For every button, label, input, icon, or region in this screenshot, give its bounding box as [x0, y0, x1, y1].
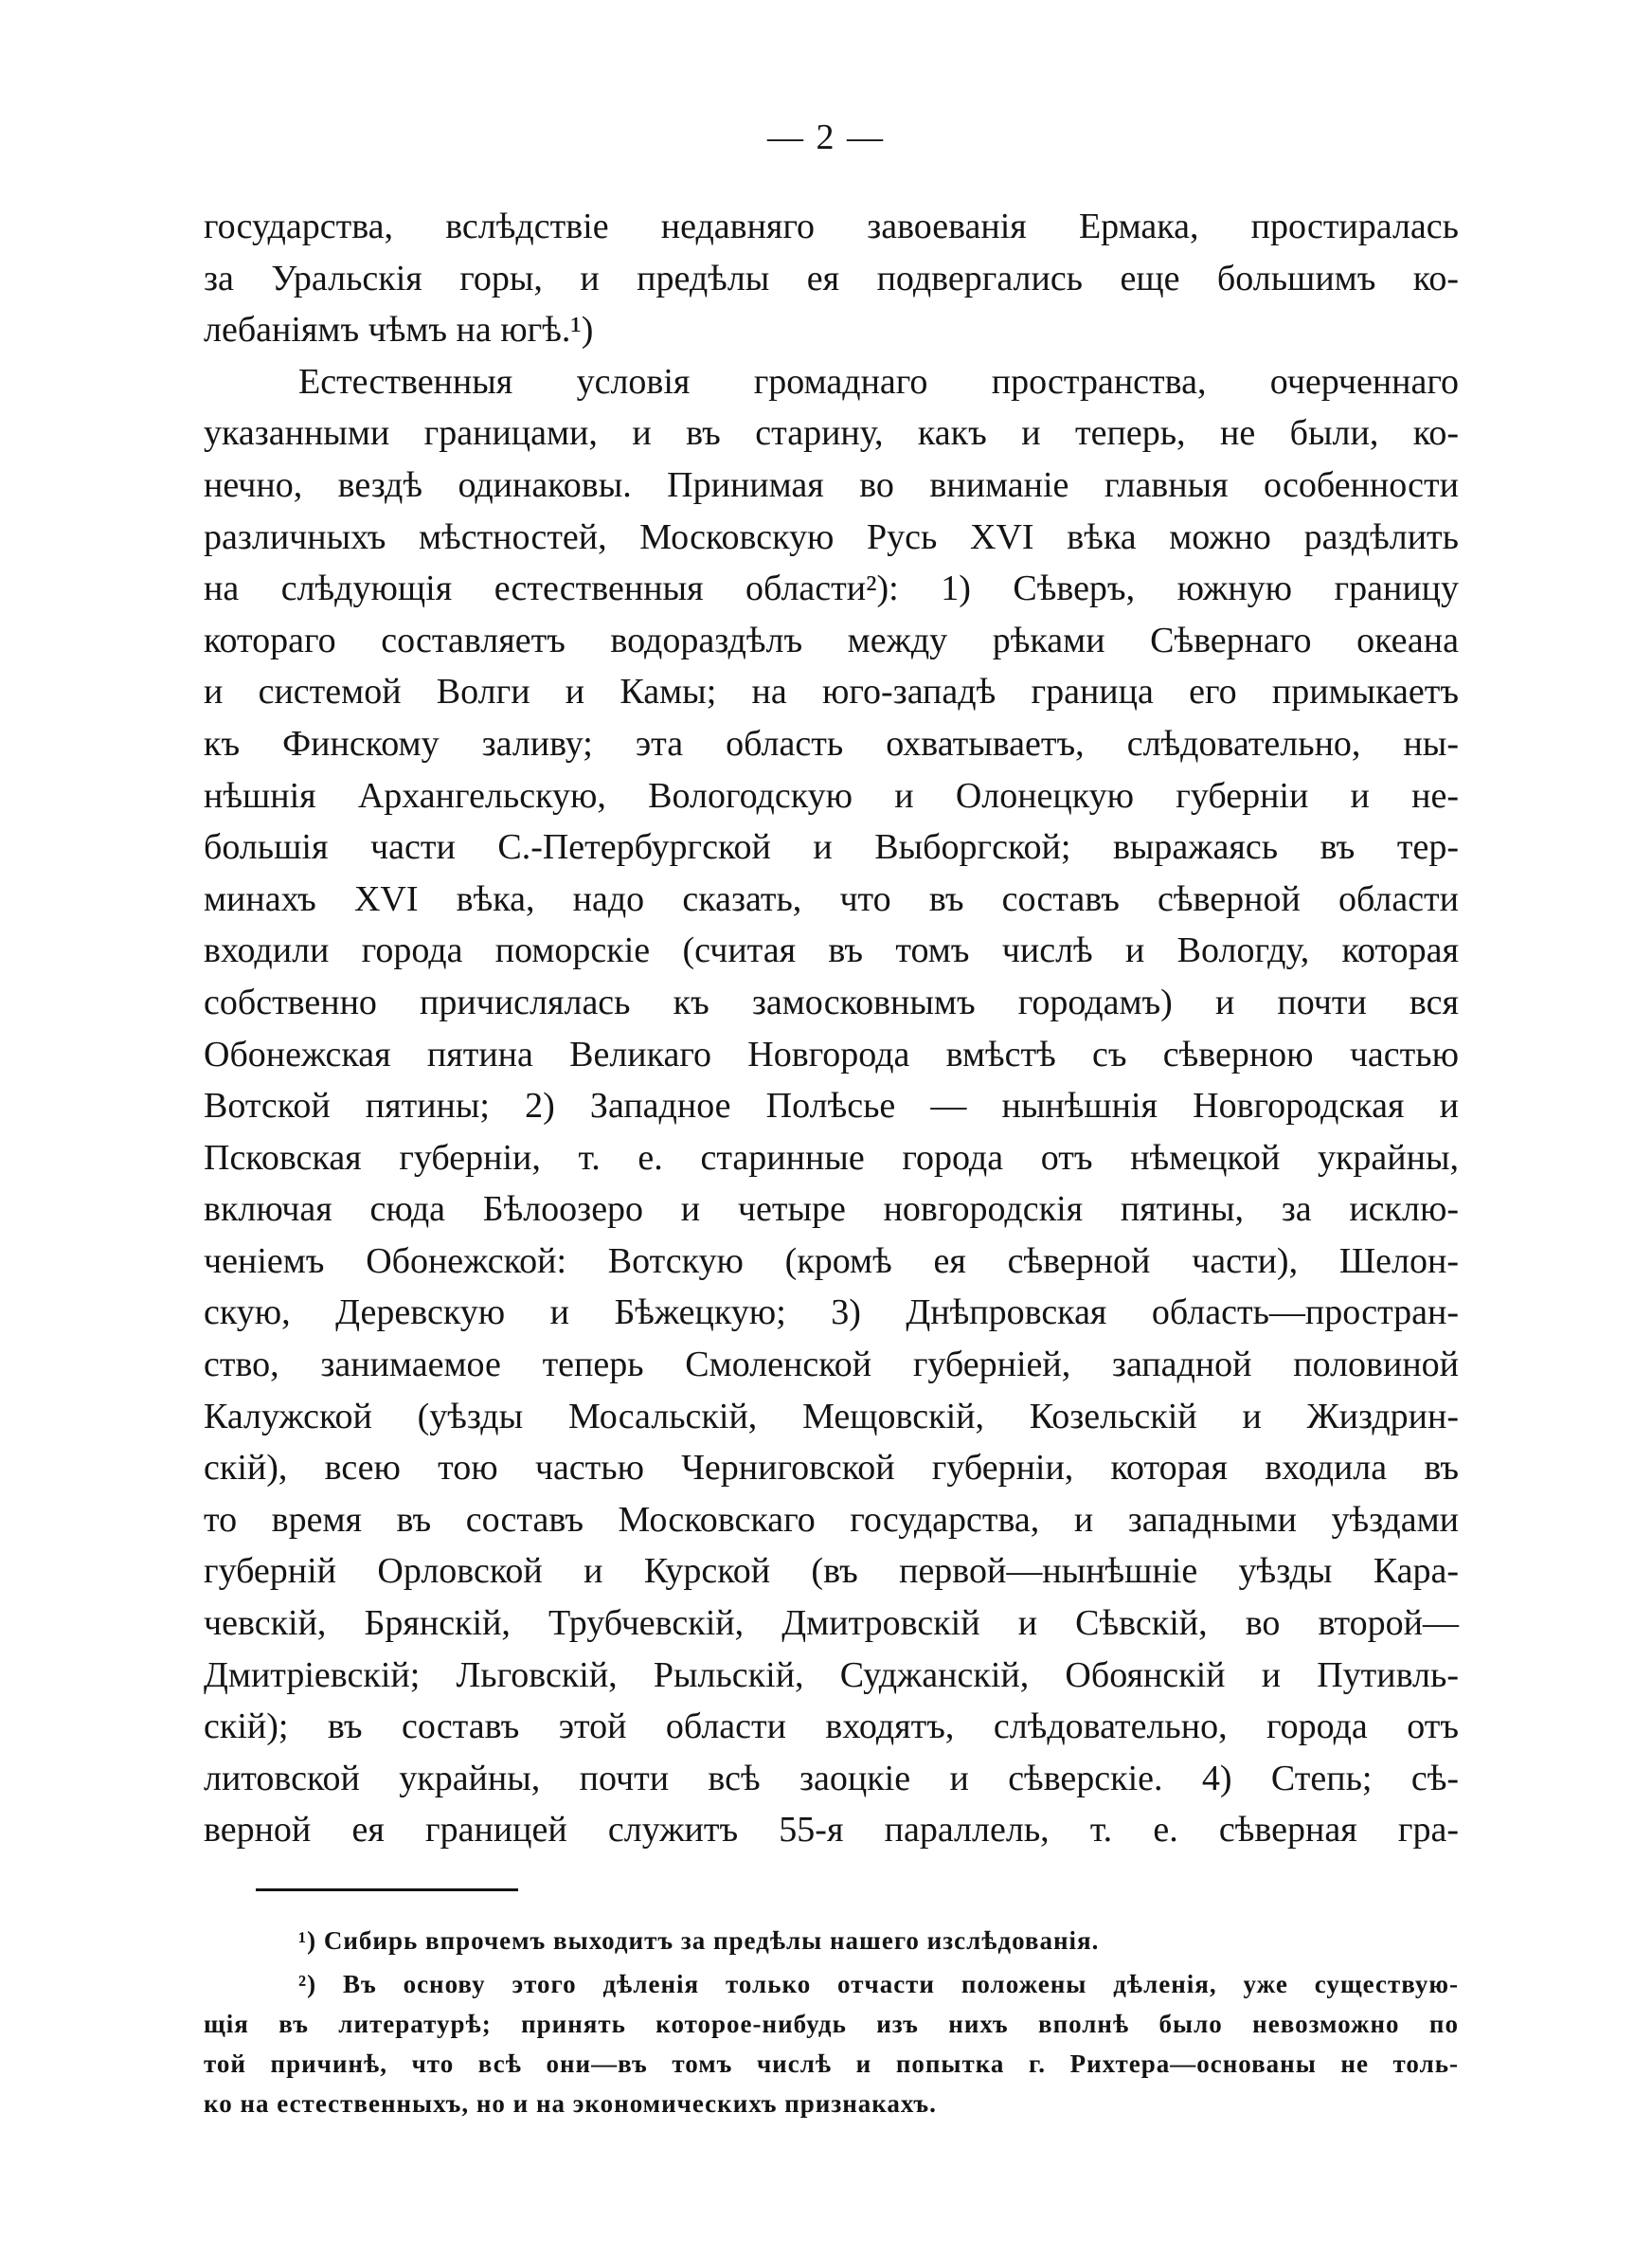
text-line: государства, вслѣдствіе недавняго завоеванія Ермака, простиралась	[204, 207, 1459, 246]
text-line: Дмитріевскій; Льговскій, Рыльскій, Суджанскій, Обоянскій и Путивль-	[204, 1654, 1459, 1695]
text-line: верной ея границей служитъ 55-я параллель, т. е. сѣверная гра-	[204, 1810, 1459, 1851]
footnote-line: ¹) Сибирь впрочемъ выходитъ за предѣлы нашего изслѣдованія.	[298, 1926, 1100, 1955]
text-line: ченіемъ Обонежской: Вотскую (кромѣ ея сѣверной части), Шелон-	[204, 1240, 1459, 1281]
text-line: лебаніямъ чѣмъ на югѣ.¹)	[204, 310, 594, 351]
text-line: къ Финскому заливу; эта область охватываетъ, слѣдовательно, ны-	[204, 723, 1459, 764]
text-line: нѣшнія Архангельскую, Вологодскую и Олонецкую губерніи и не-	[204, 775, 1459, 816]
text-line: Естественныя условія громаднаго пространства, очерченнаго	[298, 361, 1459, 402]
footnote-rule	[256, 1888, 518, 1891]
footnotes	[204, 1921, 1459, 2123]
text-line: различныхъ мѣстностей, Московскую Русь XVI вѣка можно раздѣлить	[204, 516, 1459, 557]
text-line: литовской украйны, почти всѣ заоцкіе и сѣверскіе. 4) Степь; сѣ-	[204, 1758, 1459, 1798]
text-line: входили города поморскіе (считая въ томъ числѣ и Вологду, которая	[204, 930, 1459, 971]
text-line: указанными границами, и въ старину, какъ и теперь, не были, ко-	[204, 413, 1459, 454]
text-line: минахъ XVI вѣка, надо сказать, что въ составъ сѣверной области	[204, 878, 1459, 919]
text-line: Калужской (уѣзды Мосальскій, Мещовскій, Козельскій и Жиздрин-	[204, 1396, 1459, 1436]
footnote-line: щія въ литературѣ; принять которое-нибудь изъ нихъ вполнѣ было невозможно по	[204, 2010, 1459, 2038]
paragraph	[204, 201, 1459, 356]
footnote-2	[204, 1964, 1459, 2123]
text-line: и системой Волги и Камы; на юго-западѣ граница его примыкаетъ	[204, 672, 1459, 713]
text-line: губерній Орловской и Курской (въ первой—нынѣшніе уѣзды Кара-	[204, 1551, 1459, 1592]
text-line: включая сюда Бѣлоозеро и четыре новгородскія пятины, за исклю-	[204, 1189, 1459, 1230]
text-line: большія части С.-Петербургской и Выборгской; выражаясь въ тер-	[204, 827, 1459, 868]
text-line: то время въ составъ Московскаго государства, и западными уѣздами	[204, 1499, 1459, 1540]
text-line: котораго составляетъ водораздѣлъ между рѣками Сѣвернаго океана	[204, 620, 1459, 660]
footnote-line: той причинѣ, что всѣ они—въ томъ числѣ и попытка г. Рихтера—основаны не толь-	[204, 2049, 1459, 2078]
text-line: скую, Деревскую и Бѣжецкую; 3) Днѣпровская область—простран-	[204, 1292, 1459, 1333]
footnote-1	[204, 1921, 1459, 1960]
page-number: — 2 —	[767, 117, 885, 157]
text-line: на слѣдующія естественныя области²): 1) Сѣверъ, южную границу	[204, 569, 1459, 609]
text-line: ство, занимаемое теперь Смоленской губерніей, западной половиной	[204, 1345, 1459, 1385]
text-line: Псковская губерніи, т. е. старинные города отъ нѣмецкой украйны,	[204, 1137, 1459, 1178]
footnote-line: ²) Въ основу этого дѣленія только отчасти положены дѣленія, уже существую-	[298, 1970, 1459, 1998]
footnote-line: ко на естественныхъ, но и на экономическихъ признакахъ.	[204, 2089, 937, 2118]
text-line: собственно причислялась къ замосковнымъ городамъ) и почти вся	[204, 982, 1459, 1022]
text-line: за Уральскія горы, и предѣлы ея подвергались еще большимъ ко-	[204, 258, 1459, 298]
paragraph	[204, 356, 1459, 1856]
text-line: Обонежская пятина Великаго Новгорода вмѣстѣ съ сѣверною частью	[204, 1034, 1459, 1074]
body-text	[204, 201, 1459, 1856]
text-line: чевскій, Брянскій, Трубчевскій, Дмитровскій и Сѣвскій, во второй—	[204, 1603, 1459, 1644]
text-line: Вотской пятины; 2) Западное Полѣсье — нынѣшнія Новгородская и	[204, 1086, 1459, 1127]
text-line: нечно, вездѣ одинаковы. Принимая во вниманіе главныя особенности	[204, 464, 1459, 505]
text-line: скій); въ составъ этой области входятъ, слѣдовательно, города отъ	[204, 1706, 1459, 1747]
text-line: скій), всею тою частью Черниговской губерніи, которая входила въ	[204, 1448, 1459, 1489]
